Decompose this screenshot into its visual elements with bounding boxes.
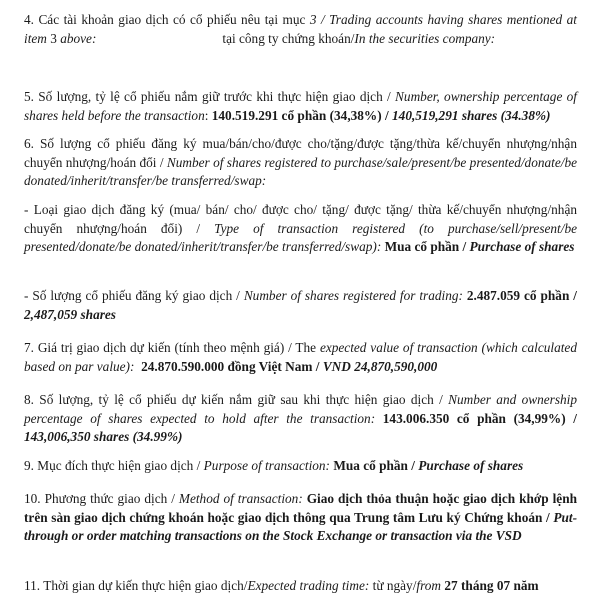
item-9-value-vi: Mua cổ phần /: [330, 458, 419, 473]
item-7-expected-value: [24, 339, 577, 376]
item-10-method: [24, 490, 577, 546]
item-9-value-en: Purchase of shares: [418, 458, 524, 473]
item-6-label-vi: 6. Số lượng cổ phiếu đăng ký mua/bán/cho/được cho/tặng/được tặng/thừa kế/chuyển nhượng/nhận chuyển nhượng/hoán đổi /: [24, 136, 577, 170]
item-6a-value-en: Purchase of shares: [469, 239, 575, 255]
item-7-label-en: expected value of transaction (which calculated based on par value):: [24, 340, 577, 374]
item-6b-shares-for-trading: [24, 287, 577, 324]
item-8-shares-after: [24, 391, 577, 447]
item-6b-label-en: Number of shares registered for trading:: [243, 288, 463, 303]
item-9-purpose: [24, 457, 577, 476]
item-4-label-vi: 4. Các tài khoản giao dịch có cổ phiếu nêu tại mục: [24, 12, 310, 27]
item-8-value-vi: 143.006.350 cổ phần (34,99%) /: [375, 410, 577, 426]
item-5-sep: :: [204, 107, 212, 123]
item-10-label-vi: 10. Phương thức giao dịch /: [24, 491, 179, 506]
item-8-label-vi: 8. Số lượng, tỷ lệ cổ phiếu dự kiến nắm giữ sau khi thực hiện giao dịch /: [24, 392, 449, 407]
item-5-shares-before: [24, 88, 577, 125]
item-4-label-en: 3 / Trading accounts having shares mentioned at item: [24, 12, 577, 46]
item-6-shares-registered: [24, 135, 577, 191]
item-11-label-en: Expected trading time:: [247, 578, 370, 593]
item-10-value-vi: Giao dịch thỏa thuận hoặc giao dịch khớp lệnh trên sàn giao dịch chứng khoán hoặc giao dịch thông qua Trung tâm Lưu ký Chứng khoán /: [24, 491, 577, 525]
item-6a-transaction-type: [24, 201, 577, 257]
item-6b-value-en: 2,487,059 shares: [24, 306, 116, 322]
item-7-label-vi: 7. Giá trị giao dịch dự kiến (tính theo mệnh giá) / The: [24, 340, 320, 355]
item-11-date-vi: 27 tháng 07 năm: [441, 578, 539, 593]
item-4-company-en: In the securities company:: [354, 30, 496, 46]
item-7-value-vi: 24.870.590.000 đồng Việt Nam /: [134, 358, 323, 374]
item-4-company-vi: tại công ty chứng khoán/: [222, 30, 355, 46]
item-5-value-vi: 140.519.291 cổ phần (34,38%) /: [211, 107, 393, 123]
item-6a-label-vi: - Loại giao dịch đăng ký (mua/ bán/ cho/ được cho/ tặng/ được tặng/ thừa kế/chuyển nhượng/nhận chuyển nhượng/hoán đổi) /: [24, 202, 577, 236]
item-11-from-vi: từ ngày/: [369, 578, 417, 593]
item-11-expected-time: [24, 577, 577, 596]
item-8-value-en: 143,006,350 shares (34.99%): [24, 429, 183, 445]
item-4-ref-num: 3: [50, 30, 57, 46]
item-5-label-en: Number, ownership percentage of shares held before the transaction: [24, 89, 577, 123]
item-6b-value-vi: 2.487.059 cổ phần /: [462, 288, 577, 303]
item-6a-label-en: Type of transaction registered (to purchase/sell/present/be presented/donate/be donated/inherit/transfer/be transferred/swap):: [24, 220, 577, 255]
item-9-label-vi: 9. Mục đích thực hiện giao dịch /: [24, 458, 204, 473]
item-6a-value-vi: Mua cổ phần /: [381, 239, 470, 255]
item-4-trading-accounts: [24, 11, 577, 48]
item-5-label-vi: 5. Số lượng, tỷ lệ cổ phiếu nắm giữ trước khi thực hiện giao dịch /: [24, 89, 396, 104]
item-4-ref-tail: above:: [56, 30, 97, 46]
item-10-value-en: Put-through or order matching transactions on the Stock Exchange or transaction via the VSD: [24, 509, 577, 544]
item-8-label-en: Number and ownership percentage of shares expected to hold after the transaction:: [24, 392, 577, 426]
item-11-label-vi: 11. Thời gian dự kiến thực hiện giao dịch/: [24, 578, 248, 593]
item-6-label-en: Number of shares registered to purchase/sale/present/be presented/donate/be donated/inherit/transfer/be transferred/swap:: [24, 154, 577, 189]
item-11-from-en: from: [416, 578, 442, 593]
item-5-value-en: 140,519,291 shares (34.38%): [392, 107, 551, 123]
item-7-value-en: VND 24,870,590,000: [322, 358, 438, 374]
item-6b-label-vi: - Số lượng cổ phiếu đăng ký giao dịch /: [24, 288, 244, 303]
item-9-label-en: Purpose of transaction:: [203, 458, 330, 473]
item-10-label-en: Method of transaction:: [178, 491, 303, 506]
